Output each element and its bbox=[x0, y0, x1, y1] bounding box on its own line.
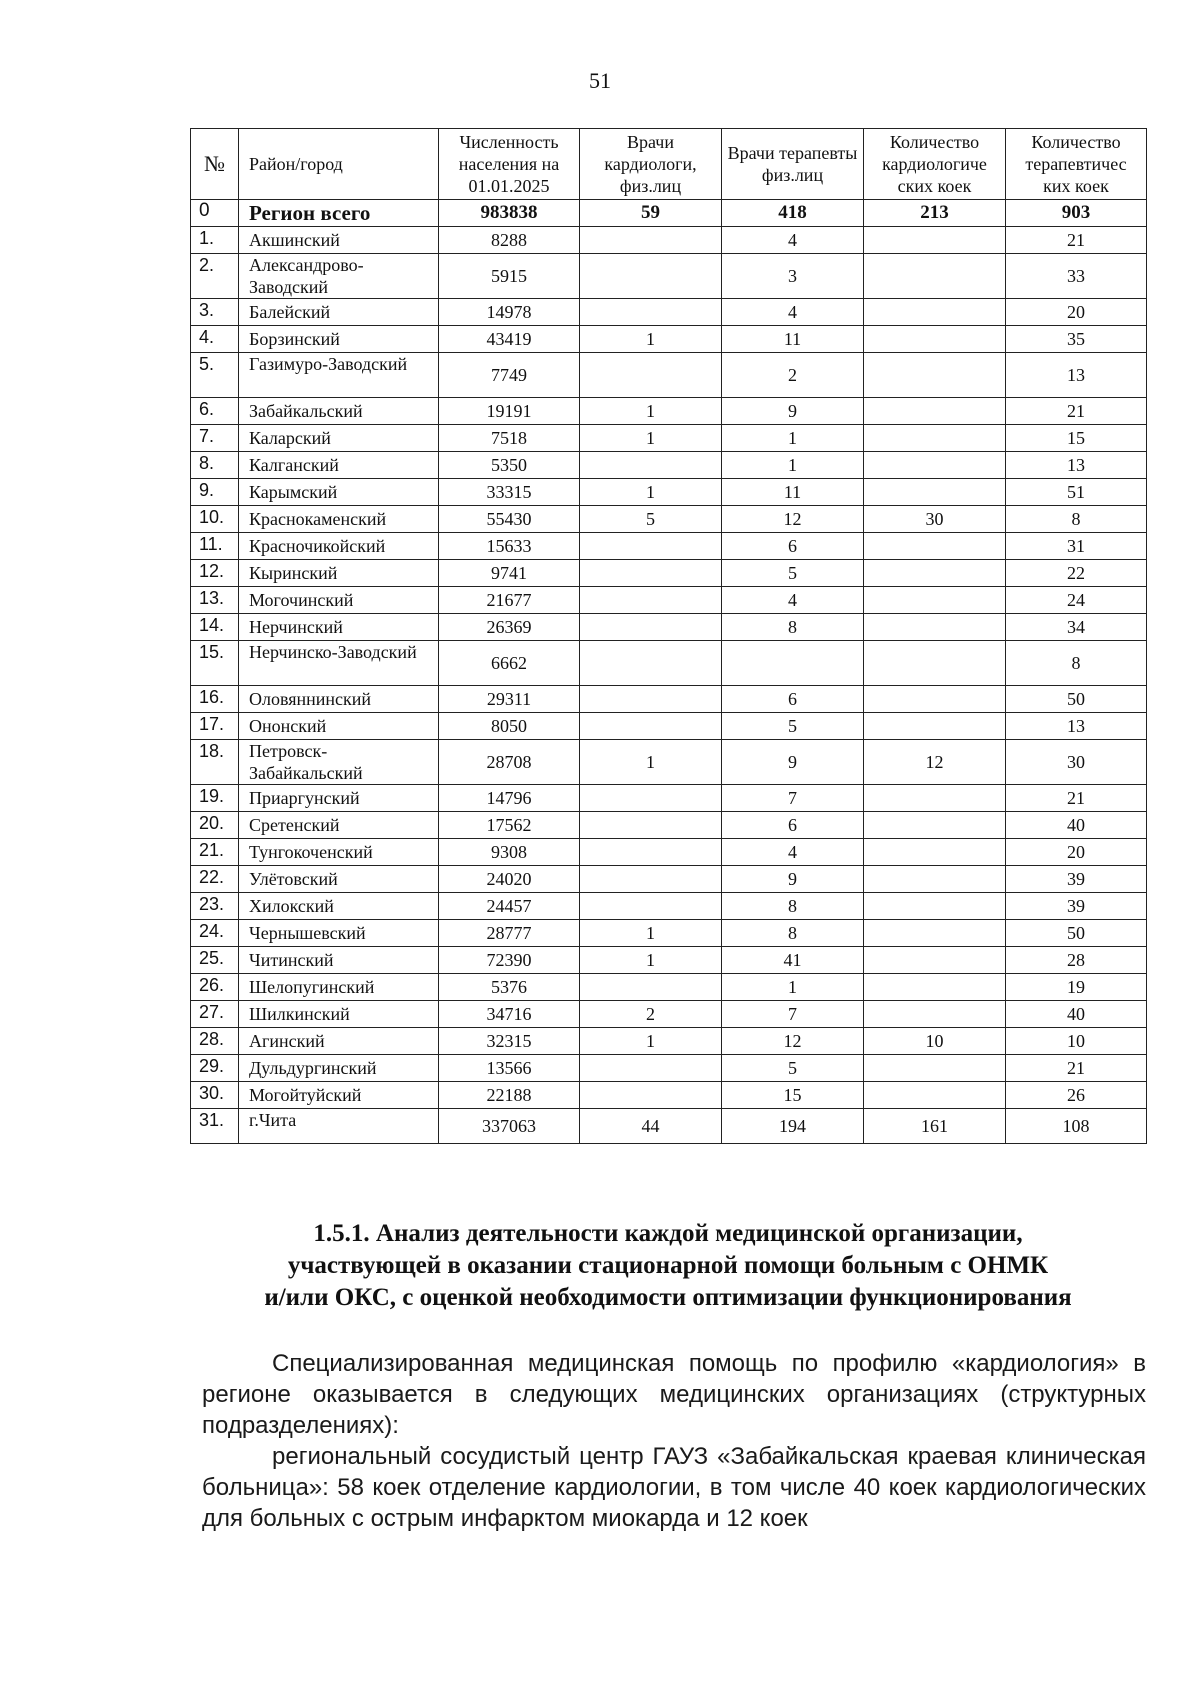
table-row bbox=[191, 560, 1147, 587]
header-population: Численность населения на 01.01.2025 bbox=[439, 129, 580, 200]
cell-population: 17562 bbox=[439, 812, 580, 839]
cell-district: Тунгокоченский bbox=[239, 839, 439, 866]
cell-cardiologists bbox=[580, 1082, 722, 1109]
cell-population: 9741 bbox=[439, 560, 580, 587]
cell-therapy-beds: 8 bbox=[1006, 506, 1147, 533]
table-row bbox=[191, 1082, 1147, 1109]
cell-therapy-beds: 19 bbox=[1006, 974, 1147, 1001]
cell-cardio-beds bbox=[864, 974, 1006, 1001]
cell-therapists: 11 bbox=[722, 479, 864, 506]
cell-cardio-beds bbox=[864, 326, 1006, 353]
cell-cardio-beds bbox=[864, 227, 1006, 254]
cell-cardiologists bbox=[580, 839, 722, 866]
cell-population: 15633 bbox=[439, 533, 580, 560]
cell-population: 8050 bbox=[439, 713, 580, 740]
cell-num: 9. bbox=[191, 479, 239, 506]
cell-therapists: 6 bbox=[722, 812, 864, 839]
cell-therapy-beds: 22 bbox=[1006, 560, 1147, 587]
cell-num: 0 bbox=[191, 200, 239, 227]
cell-num: 17. bbox=[191, 713, 239, 740]
cell-district: Забайкальский bbox=[239, 398, 439, 425]
cell-therapists bbox=[722, 641, 864, 686]
cell-district: Нерчинский bbox=[239, 614, 439, 641]
cell-therapy-beds: 35 bbox=[1006, 326, 1147, 353]
cell-num: 27. bbox=[191, 1001, 239, 1028]
cell-therapists: 1 bbox=[722, 974, 864, 1001]
cell-therapy-beds: 50 bbox=[1006, 920, 1147, 947]
cell-therapy-beds: 21 bbox=[1006, 1055, 1147, 1082]
cell-district: Кыринский bbox=[239, 560, 439, 587]
cell-therapy-beds: 39 bbox=[1006, 866, 1147, 893]
cell-district: Чернышевский bbox=[239, 920, 439, 947]
cell-therapy-beds: 8 bbox=[1006, 641, 1147, 686]
table-row bbox=[191, 740, 1147, 785]
cell-cardio-beds bbox=[864, 1055, 1006, 1082]
cell-population: 14796 bbox=[439, 785, 580, 812]
cell-population: 22188 bbox=[439, 1082, 580, 1109]
section-heading-line: 1.5.1. Анализ деятельности каждой медицинской организации, bbox=[313, 1220, 1023, 1247]
cell-num: 2. bbox=[191, 254, 239, 299]
cell-cardio-beds bbox=[864, 587, 1006, 614]
cell-num: 25. bbox=[191, 947, 239, 974]
cell-cardio-beds: 10 bbox=[864, 1028, 1006, 1055]
cell-population: 6662 bbox=[439, 641, 580, 686]
cell-num: 31. bbox=[191, 1109, 239, 1144]
table-row bbox=[191, 785, 1147, 812]
cell-population: 32315 bbox=[439, 1028, 580, 1055]
table-row bbox=[191, 506, 1147, 533]
cell-cardio-beds bbox=[864, 425, 1006, 452]
cell-therapy-beds: 21 bbox=[1006, 398, 1147, 425]
cell-num: 18. bbox=[191, 740, 239, 785]
cell-therapists: 11 bbox=[722, 326, 864, 353]
cell-cardiologists bbox=[580, 587, 722, 614]
cell-num: 13. bbox=[191, 587, 239, 614]
cell-district: Регион всего bbox=[239, 200, 439, 227]
cell-population: 21677 bbox=[439, 587, 580, 614]
cell-num: 8. bbox=[191, 452, 239, 479]
cell-cardio-beds bbox=[864, 812, 1006, 839]
cell-cardiologists: 2 bbox=[580, 1001, 722, 1028]
cell-therapists: 41 bbox=[722, 947, 864, 974]
cell-population: 9308 bbox=[439, 839, 580, 866]
table-row bbox=[191, 299, 1147, 326]
cell-cardiologists bbox=[580, 713, 722, 740]
cell-therapy-beds: 24 bbox=[1006, 587, 1147, 614]
cell-cardiologists: 44 bbox=[580, 1109, 722, 1144]
cell-district: Приаргунский bbox=[239, 785, 439, 812]
cell-population: 7749 bbox=[439, 353, 580, 398]
cell-therapy-beds: 28 bbox=[1006, 947, 1147, 974]
cell-therapists: 8 bbox=[722, 614, 864, 641]
cell-cardio-beds bbox=[864, 1082, 1006, 1109]
cell-therapists: 12 bbox=[722, 506, 864, 533]
cell-therapy-beds: 108 bbox=[1006, 1109, 1147, 1144]
cell-therapists: 4 bbox=[722, 299, 864, 326]
cell-cardio-beds bbox=[864, 560, 1006, 587]
cell-num: 1. bbox=[191, 227, 239, 254]
cell-therapists: 5 bbox=[722, 560, 864, 587]
table-row bbox=[191, 227, 1147, 254]
cell-cardio-beds bbox=[864, 839, 1006, 866]
cell-cardiologists: 59 bbox=[580, 200, 722, 227]
cell-population: 19191 bbox=[439, 398, 580, 425]
cell-therapy-beds: 50 bbox=[1006, 686, 1147, 713]
cell-num: 21. bbox=[191, 839, 239, 866]
cell-therapists: 4 bbox=[722, 587, 864, 614]
cell-cardiologists: 1 bbox=[580, 947, 722, 974]
cell-therapy-beds: 903 bbox=[1006, 200, 1147, 227]
cell-therapists: 3 bbox=[722, 254, 864, 299]
body-text bbox=[202, 1348, 1146, 1534]
table-row bbox=[191, 452, 1147, 479]
cell-cardio-beds: 161 bbox=[864, 1109, 1006, 1144]
table-row bbox=[191, 587, 1147, 614]
cell-cardiologists bbox=[580, 353, 722, 398]
table-row bbox=[191, 920, 1147, 947]
cell-num: 28. bbox=[191, 1028, 239, 1055]
cell-cardiologists: 1 bbox=[580, 920, 722, 947]
cell-cardiologists bbox=[580, 866, 722, 893]
cell-therapy-beds: 20 bbox=[1006, 839, 1147, 866]
table-row bbox=[191, 614, 1147, 641]
section-heading-line: участвующей в оказании стационарной помощи больным с ОНМК bbox=[287, 1252, 1049, 1279]
cell-district: Борзинский bbox=[239, 326, 439, 353]
cell-num: 23. bbox=[191, 893, 239, 920]
cell-therapy-beds: 51 bbox=[1006, 479, 1147, 506]
cell-cardio-beds bbox=[864, 1001, 1006, 1028]
cell-therapists: 5 bbox=[722, 1055, 864, 1082]
cell-population: 43419 bbox=[439, 326, 580, 353]
cell-cardio-beds bbox=[864, 479, 1006, 506]
cell-num: 24. bbox=[191, 920, 239, 947]
cell-district: Дульдургинский bbox=[239, 1055, 439, 1082]
cell-population: 28777 bbox=[439, 920, 580, 947]
cell-district: Акшинский bbox=[239, 227, 439, 254]
cell-cardiologists: 1 bbox=[580, 479, 722, 506]
cell-cardio-beds: 30 bbox=[864, 506, 1006, 533]
cell-therapy-beds: 13 bbox=[1006, 452, 1147, 479]
cell-therapists: 15 bbox=[722, 1082, 864, 1109]
cell-cardiologists bbox=[580, 893, 722, 920]
cell-therapists: 194 bbox=[722, 1109, 864, 1144]
cell-cardio-beds: 12 bbox=[864, 740, 1006, 785]
header-cardio-beds: Количество кардиологиче ских коек bbox=[864, 129, 1006, 200]
cell-cardio-beds bbox=[864, 641, 1006, 686]
cell-district: Балейский bbox=[239, 299, 439, 326]
cell-cardiologists: 1 bbox=[580, 398, 722, 425]
cell-therapists: 418 bbox=[722, 200, 864, 227]
cell-district: Нерчинско-Заводский bbox=[239, 641, 439, 686]
cell-district: Улётовский bbox=[239, 866, 439, 893]
cell-cardiologists bbox=[580, 974, 722, 1001]
cell-population: 5376 bbox=[439, 974, 580, 1001]
cell-therapy-beds: 13 bbox=[1006, 713, 1147, 740]
cell-cardio-beds bbox=[864, 713, 1006, 740]
cell-therapy-beds: 33 bbox=[1006, 254, 1147, 299]
cell-cardiologists bbox=[580, 641, 722, 686]
cell-population: 33315 bbox=[439, 479, 580, 506]
table-row bbox=[191, 974, 1147, 1001]
cell-therapy-beds: 40 bbox=[1006, 1001, 1147, 1028]
cell-population: 14978 bbox=[439, 299, 580, 326]
table-row bbox=[191, 1055, 1147, 1082]
paragraph: региональный сосудистый центр ГАУЗ «Забайкальская краевая клиническая больница»: 58 коек отделение кардиологии, в том числе 40 коек кардиологических для больных с острым инфарктом миокарда и 12 коек bbox=[202, 1443, 1146, 1532]
cell-therapy-beds: 40 bbox=[1006, 812, 1147, 839]
table-row bbox=[191, 254, 1147, 299]
cell-cardio-beds bbox=[864, 533, 1006, 560]
cell-therapy-beds: 39 bbox=[1006, 893, 1147, 920]
cell-cardio-beds bbox=[864, 353, 1006, 398]
table-header-row bbox=[191, 129, 1147, 200]
cell-num: 19. bbox=[191, 785, 239, 812]
cell-therapy-beds: 31 bbox=[1006, 533, 1147, 560]
table-body bbox=[191, 200, 1147, 1144]
cell-num: 20. bbox=[191, 812, 239, 839]
page-number: 51 bbox=[589, 68, 611, 93]
table-row bbox=[191, 398, 1147, 425]
cell-num: 22. bbox=[191, 866, 239, 893]
cell-population: 72390 bbox=[439, 947, 580, 974]
section-heading bbox=[190, 1218, 1146, 1314]
cell-therapists: 9 bbox=[722, 398, 864, 425]
table-row bbox=[191, 686, 1147, 713]
cell-population: 55430 bbox=[439, 506, 580, 533]
cell-district: Краснокаменский bbox=[239, 506, 439, 533]
cell-population: 7518 bbox=[439, 425, 580, 452]
cell-therapists: 6 bbox=[722, 533, 864, 560]
cell-therapy-beds: 20 bbox=[1006, 299, 1147, 326]
cell-cardiologists: 5 bbox=[580, 506, 722, 533]
cell-population: 26369 bbox=[439, 614, 580, 641]
table-row bbox=[191, 353, 1147, 398]
cell-therapists: 1 bbox=[722, 452, 864, 479]
cell-district: Калганский bbox=[239, 452, 439, 479]
cell-district: г.Чита bbox=[239, 1109, 439, 1144]
cell-cardio-beds bbox=[864, 686, 1006, 713]
cell-num: 10. bbox=[191, 506, 239, 533]
table-row bbox=[191, 812, 1147, 839]
cell-cardiologists: 1 bbox=[580, 1028, 722, 1055]
section-heading-line: и/или ОКС, с оценкой необходимости оптимизации функционирования bbox=[264, 1284, 1072, 1311]
cell-therapists: 4 bbox=[722, 839, 864, 866]
cell-population: 5915 bbox=[439, 254, 580, 299]
table-row bbox=[191, 713, 1147, 740]
cell-district: Карымский bbox=[239, 479, 439, 506]
cell-therapists: 8 bbox=[722, 920, 864, 947]
cell-therapists: 7 bbox=[722, 785, 864, 812]
cell-population: 29311 bbox=[439, 686, 580, 713]
cell-cardiologists bbox=[580, 299, 722, 326]
cell-population: 13566 bbox=[439, 1055, 580, 1082]
table-row bbox=[191, 425, 1147, 452]
cell-cardiologists: 1 bbox=[580, 740, 722, 785]
table-row bbox=[191, 947, 1147, 974]
cell-population: 28708 bbox=[439, 740, 580, 785]
cell-population: 8288 bbox=[439, 227, 580, 254]
cell-therapy-beds: 30 bbox=[1006, 740, 1147, 785]
cell-district: Агинский bbox=[239, 1028, 439, 1055]
cell-cardiologists: 1 bbox=[580, 425, 722, 452]
cell-cardiologists bbox=[580, 452, 722, 479]
cell-therapists: 4 bbox=[722, 227, 864, 254]
cell-therapy-beds: 26 bbox=[1006, 1082, 1147, 1109]
cell-therapists: 9 bbox=[722, 740, 864, 785]
table-row-total bbox=[191, 200, 1147, 227]
cell-num: 5. bbox=[191, 353, 239, 398]
table-row bbox=[191, 1109, 1147, 1144]
header-num: № bbox=[191, 129, 239, 200]
cell-population: 5350 bbox=[439, 452, 580, 479]
header-therapists: Врачи терапевты физ.лиц bbox=[722, 129, 864, 200]
cell-district: Могойтуйский bbox=[239, 1082, 439, 1109]
cell-therapists: 7 bbox=[722, 1001, 864, 1028]
table-row bbox=[191, 893, 1147, 920]
cell-cardiologists bbox=[580, 227, 722, 254]
cell-district: Газимуро-Заводский bbox=[239, 353, 439, 398]
district-table bbox=[190, 128, 1147, 1144]
cell-cardiologists bbox=[580, 1055, 722, 1082]
cell-therapy-beds: 10 bbox=[1006, 1028, 1147, 1055]
cell-population: 24020 bbox=[439, 866, 580, 893]
cell-cardiologists: 1 bbox=[580, 326, 722, 353]
cell-population: 983838 bbox=[439, 200, 580, 227]
cell-district: Александрово-Заводский bbox=[239, 254, 439, 299]
cell-cardiologists bbox=[580, 785, 722, 812]
cell-cardiologists bbox=[580, 686, 722, 713]
cell-therapy-beds: 13 bbox=[1006, 353, 1147, 398]
cell-population: 24457 bbox=[439, 893, 580, 920]
cell-cardiologists bbox=[580, 614, 722, 641]
cell-num: 7. bbox=[191, 425, 239, 452]
cell-therapy-beds: 34 bbox=[1006, 614, 1147, 641]
table-row bbox=[191, 479, 1147, 506]
header-therapy-beds: Количество терапевтичес ких коек bbox=[1006, 129, 1147, 200]
header-district: Район/город bbox=[239, 129, 439, 200]
table-row bbox=[191, 1028, 1147, 1055]
cell-cardio-beds bbox=[864, 398, 1006, 425]
cell-therapists: 6 bbox=[722, 686, 864, 713]
table-row bbox=[191, 1001, 1147, 1028]
cell-district: Ононский bbox=[239, 713, 439, 740]
cell-district: Могочинский bbox=[239, 587, 439, 614]
cell-district: Петровск-Забайкальский bbox=[239, 740, 439, 785]
cell-cardio-beds bbox=[864, 866, 1006, 893]
cell-therapists: 5 bbox=[722, 713, 864, 740]
cell-cardio-beds bbox=[864, 254, 1006, 299]
header-cardiologists: Врачи кардиологи, физ.лиц bbox=[580, 129, 722, 200]
cell-cardio-beds: 213 bbox=[864, 200, 1006, 227]
cell-cardio-beds bbox=[864, 452, 1006, 479]
table-row bbox=[191, 533, 1147, 560]
cell-therapists: 1 bbox=[722, 425, 864, 452]
table-row bbox=[191, 326, 1147, 353]
cell-cardiologists bbox=[580, 533, 722, 560]
cell-cardio-beds bbox=[864, 893, 1006, 920]
cell-district: Хилокский bbox=[239, 893, 439, 920]
cell-therapists: 9 bbox=[722, 866, 864, 893]
cell-cardio-beds bbox=[864, 920, 1006, 947]
cell-cardio-beds bbox=[864, 785, 1006, 812]
cell-therapy-beds: 21 bbox=[1006, 227, 1147, 254]
cell-district: Читинский bbox=[239, 947, 439, 974]
cell-num: 3. bbox=[191, 299, 239, 326]
cell-cardiologists bbox=[580, 560, 722, 587]
cell-therapists: 12 bbox=[722, 1028, 864, 1055]
cell-district: Сретенский bbox=[239, 812, 439, 839]
cell-num: 4. bbox=[191, 326, 239, 353]
cell-num: 11. bbox=[191, 533, 239, 560]
cell-cardiologists bbox=[580, 812, 722, 839]
cell-therapists: 8 bbox=[722, 893, 864, 920]
table-row bbox=[191, 866, 1147, 893]
cell-population: 337063 bbox=[439, 1109, 580, 1144]
cell-district: Оловяннинский bbox=[239, 686, 439, 713]
cell-num: 16. bbox=[191, 686, 239, 713]
cell-num: 12. bbox=[191, 560, 239, 587]
table-row bbox=[191, 839, 1147, 866]
cell-therapy-beds: 15 bbox=[1006, 425, 1147, 452]
cell-therapists: 2 bbox=[722, 353, 864, 398]
cell-num: 14. bbox=[191, 614, 239, 641]
cell-num: 26. bbox=[191, 974, 239, 1001]
cell-num: 30. bbox=[191, 1082, 239, 1109]
paragraph: Специализированная медицинская помощь по профилю «кардиология» в регионе оказывается в следующих медицинских организациях (структурных подразделениях): bbox=[202, 1350, 1146, 1439]
cell-num: 6. bbox=[191, 398, 239, 425]
cell-cardiologists bbox=[580, 254, 722, 299]
cell-cardio-beds bbox=[864, 614, 1006, 641]
cell-therapy-beds: 21 bbox=[1006, 785, 1147, 812]
cell-population: 34716 bbox=[439, 1001, 580, 1028]
cell-district: Каларский bbox=[239, 425, 439, 452]
cell-num: 15. bbox=[191, 641, 239, 686]
table-row bbox=[191, 641, 1147, 686]
cell-cardio-beds bbox=[864, 947, 1006, 974]
cell-district: Шелопугинский bbox=[239, 974, 439, 1001]
cell-cardio-beds bbox=[864, 299, 1006, 326]
cell-district: Красночикойский bbox=[239, 533, 439, 560]
cell-district: Шилкинский bbox=[239, 1001, 439, 1028]
cell-num: 29. bbox=[191, 1055, 239, 1082]
